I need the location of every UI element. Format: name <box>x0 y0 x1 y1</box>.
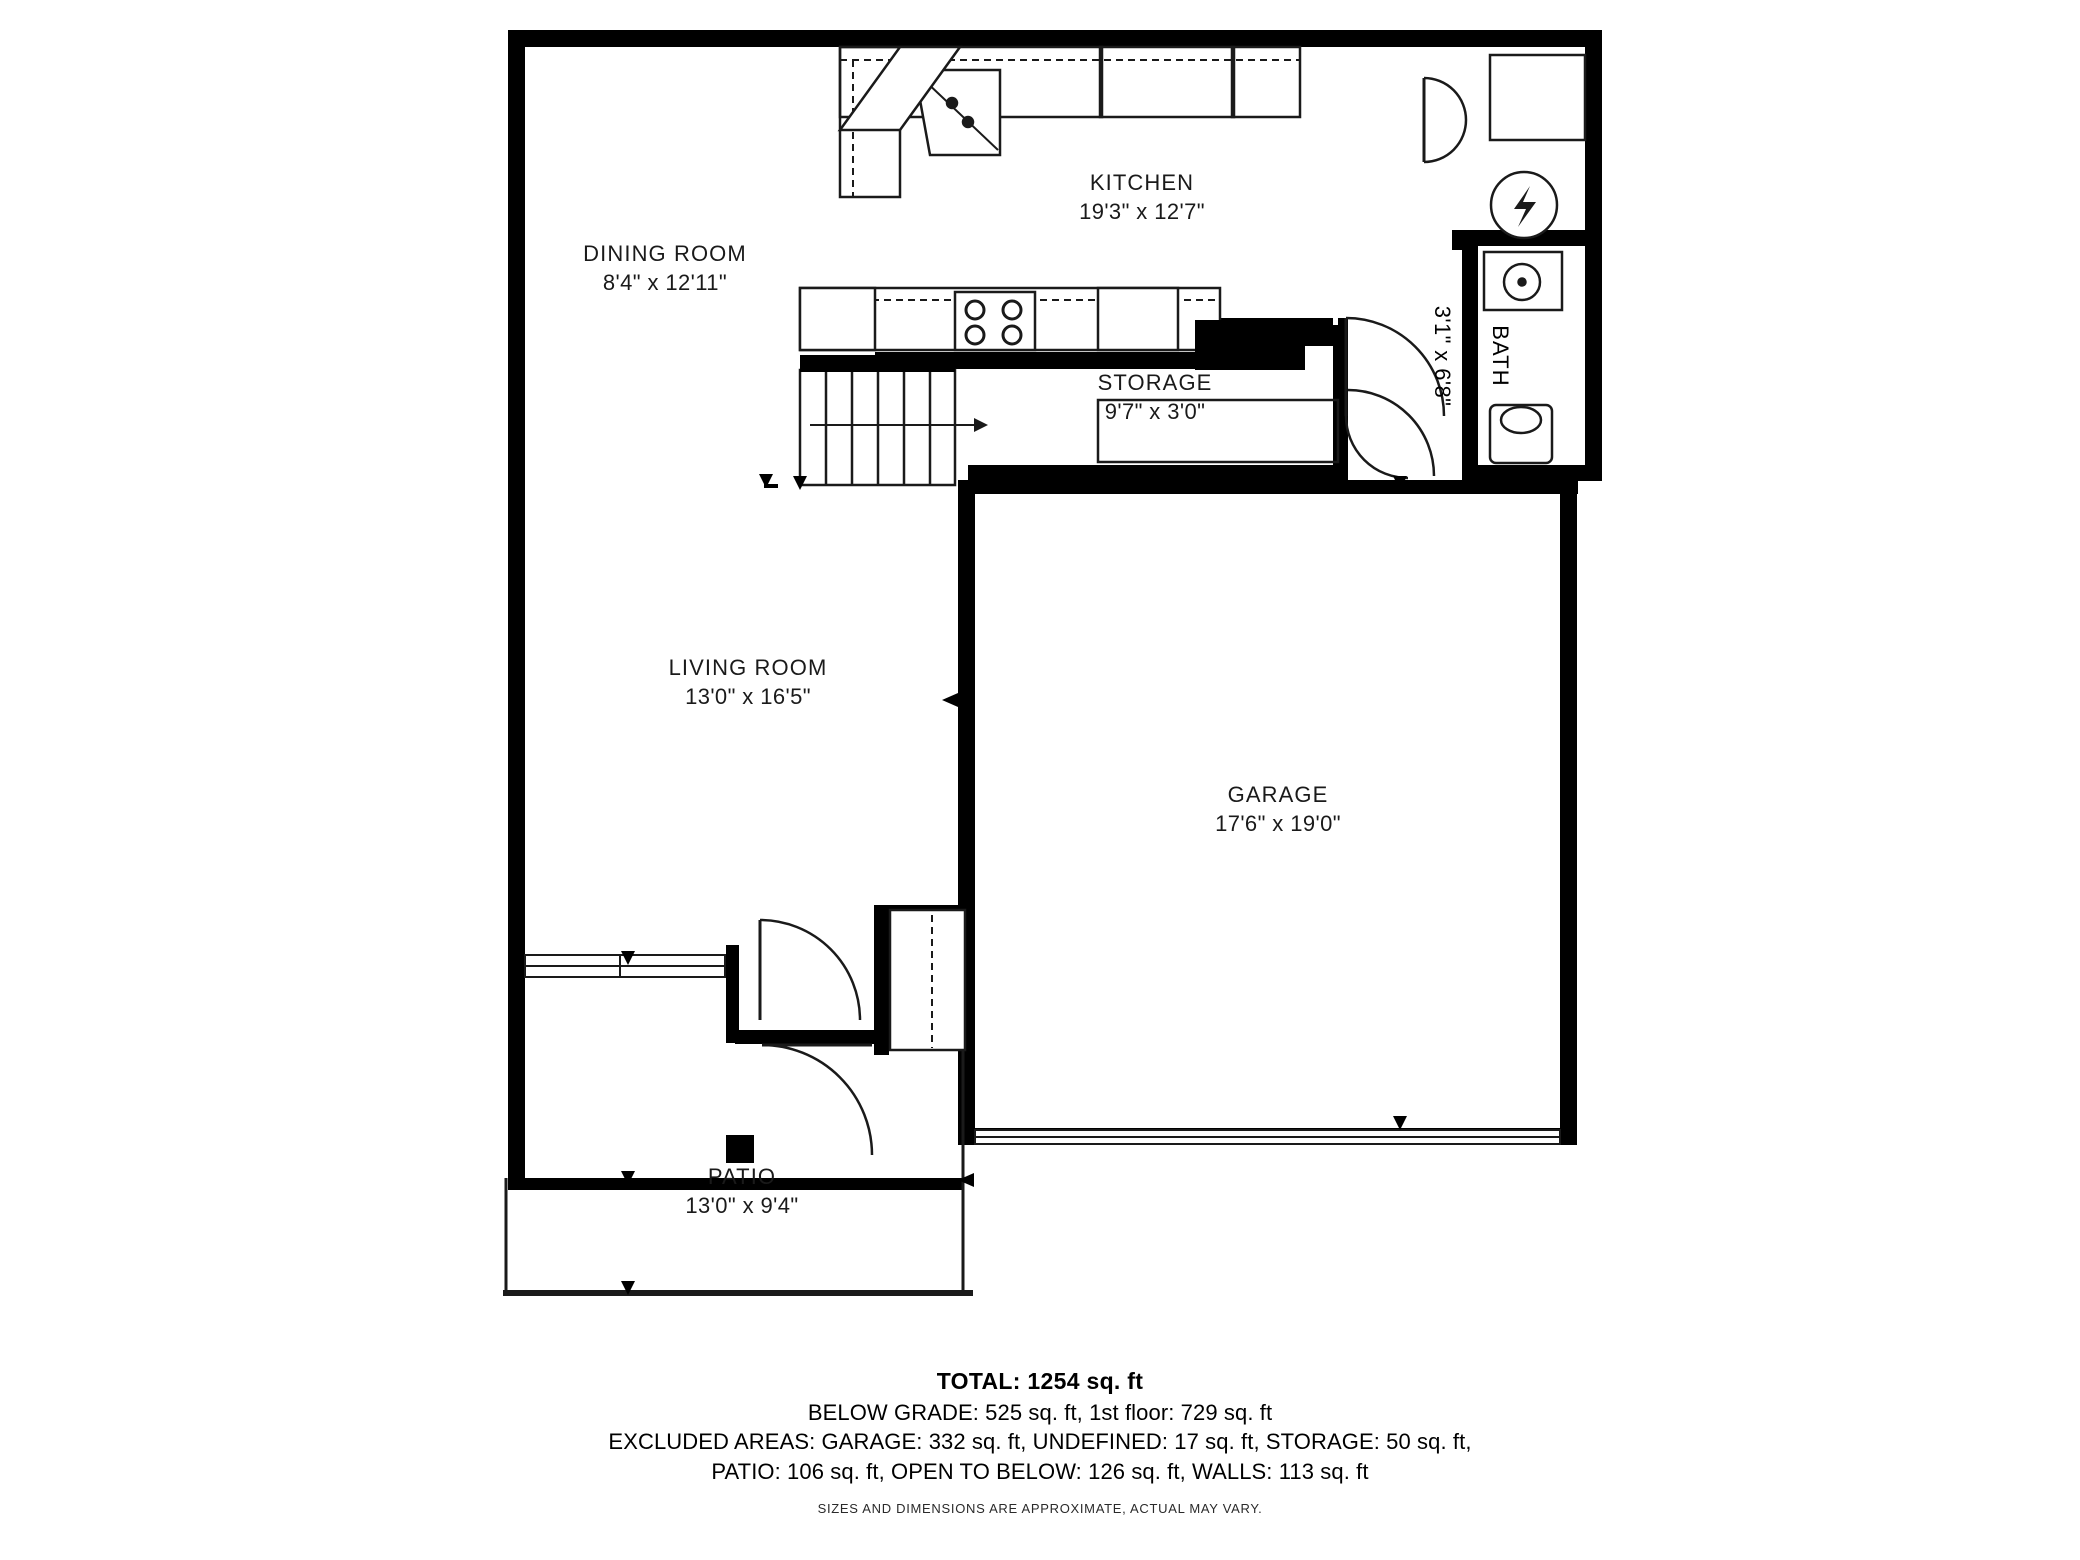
room-name: LIVING ROOM <box>668 655 828 680</box>
room-label-bath-dims: 3'1" x 6'8" <box>1430 305 1455 407</box>
room-name: STORAGE <box>1097 370 1213 395</box>
disclaimer-text: SIZES AND DIMENSIONS ARE APPROXIMATE, ACTUAL MAY VARY. <box>817 1500 1263 1516</box>
room-name: GARAGE <box>1227 782 1329 807</box>
room-label-dining-room <box>465 239 865 297</box>
room-label-storage <box>955 368 1355 426</box>
summary-line-excluded-2: PATIO: 106 sq. ft, OPEN TO BELOW: 126 sq. ft, WALLS: 113 sq. ft <box>711 1458 1369 1484</box>
appliances-upper-right <box>1490 55 1585 238</box>
area-summary <box>0 1368 2080 1516</box>
room-label-garage <box>1078 780 1478 838</box>
summary-line-grade: BELOW GRADE: 525 sq. ft, 1st floor: 729 sq. ft <box>807 1400 1273 1425</box>
room-label-patio <box>542 1162 942 1220</box>
total-area: TOTAL: 1254 sq. ft <box>936 1368 1144 1394</box>
room-dims: 13'0" x 16'5" <box>685 684 811 710</box>
summary-line-excluded-1: EXCLUDED AREAS: GARAGE: 332 sq. ft, UNDEFINED: 17 sq. ft, STORAGE: 50 sq. ft, <box>608 1429 1472 1455</box>
room-label-kitchen <box>942 168 1342 226</box>
room-dims: 8'4" x 12'11" <box>602 270 728 296</box>
door-swings <box>760 78 1466 1155</box>
room-label-bath-name: BATH <box>1488 325 1513 387</box>
room-label-living-room <box>548 653 948 711</box>
room-dims: 9'7" x 3'0" <box>1104 399 1206 425</box>
room-name: PATIO <box>707 1164 777 1189</box>
room-name: KITCHEN <box>1089 170 1195 195</box>
room-dims: 17'6" x 19'0" <box>1215 811 1341 837</box>
room-dims: 19'3" x 12'7" <box>1079 199 1205 225</box>
patio-post <box>726 1135 754 1163</box>
windows <box>525 955 1560 1144</box>
garage-closet <box>890 910 965 1050</box>
room-dims: 13'0" x 9'4" <box>685 1193 799 1219</box>
room-name: DINING ROOM <box>583 241 747 266</box>
